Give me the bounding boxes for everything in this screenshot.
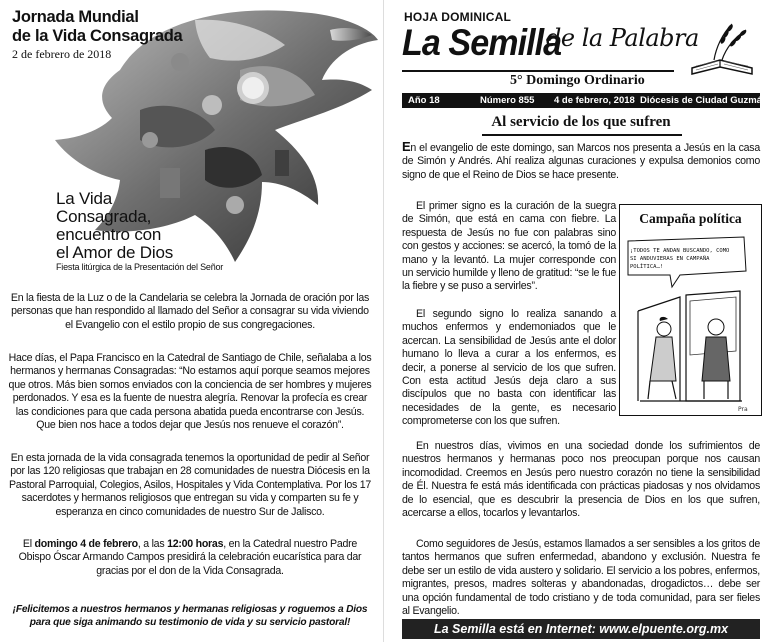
right-page bbox=[392, 0, 768, 642]
svg-text:Pra: Pra bbox=[738, 406, 748, 413]
p4-mid: , a las bbox=[137, 538, 168, 550]
dropcap: E bbox=[402, 139, 411, 154]
cartoon-box bbox=[619, 204, 762, 416]
right-paragraph-4: En nuestros días, vivimos en una sociedad donde los sufrimientos de nuestros hermanos y hermanas poco nos preocupan porque nos causan incomodidad. Creemos en Jesús pero nuestro corazón no tiene la sensibilidad de Él. Nuestra fe está más identificada con prácticas piadosas y nos olvidamos de lo esencial, que es descubrir la presencia de Dios en los que sufren, acercarse a ellos, tocarlos y levantarlos. bbox=[402, 440, 760, 520]
left-subtitle-small: Fiesta litúrgica de la Presentación del Señor bbox=[56, 262, 224, 272]
right-paragraph-1-text: n el evangelio de este domingo, san Marcos nos presenta a Jesús en la casa de Simón y Andrés. Ahí realiza algunas curaciones y expulsa demonios como signo de que el Reino de Dios se hace presente. bbox=[402, 142, 760, 181]
page-divider bbox=[383, 0, 384, 642]
left-page bbox=[0, 0, 380, 642]
issue-info-bar bbox=[402, 93, 768, 108]
left-title-line1: Jornada Mundial bbox=[12, 8, 139, 26]
left-subtitle bbox=[56, 190, 173, 262]
masthead-main: La Semilla bbox=[402, 22, 562, 63]
left-title bbox=[12, 8, 182, 46]
left-subtitle-line4: el Amor de Dios bbox=[56, 243, 173, 262]
hoja-dominical-label: HOJA DOMINICAL bbox=[404, 10, 512, 24]
issue-year: Año 18 bbox=[408, 95, 440, 106]
section-title: Al servicio de los que sufren bbox=[491, 114, 671, 130]
issue-number: Número 855 bbox=[480, 95, 535, 106]
cartoon-speech: ¡TODOS TE ANDAN BUSCANDO, COMO SI ANDUVIERAS EN CAMPAÑA POLÍTICA…! bbox=[630, 248, 730, 270]
domingo-label: 5° Domingo Ordinario bbox=[510, 73, 645, 88]
p4-bold-date: domingo 4 de febrero bbox=[34, 538, 138, 550]
left-subtitle-line1: La Vida bbox=[56, 189, 112, 208]
left-subtitle-line2: Consagrada, bbox=[56, 207, 152, 226]
issue-diocese: Diócesis de Ciudad Guzmán bbox=[640, 95, 768, 106]
website-footer: La Semilla está en Internet: www.elpuente.org.mx bbox=[402, 619, 760, 639]
left-paragraph-3: En esta jornada de la vida consagrada tenemos la oportunidad de pedir al Señor por las 120 religiosas que trabajan en 28 comunidades de nuestra Diócesis en la Pastoral Parroquial, Colegios, Asilos, Hospitales y Vida Contemplativa. Por los 17 sacerdotes y hermanos religiosos que entregan su vida y comparten su fe y esperanza en cinco comunidades de nuestro Sur de Jalisco. bbox=[8, 452, 372, 518]
right-paragraph-1 bbox=[402, 140, 760, 182]
left-paragraph-1: En la fiesta de la Luz o de la Candelaria se celebra la Jornada de oración por las personas que han respondido al llamado del Señor a consagrar su vida viviendo el Evangelio con el estilo propio de sus congregaciones. bbox=[10, 292, 370, 331]
right-paragraph-2: El primer signo es la curación de la suegra de Simón, que está en cama con fiebre. La respuesta de Jesús no fue con palabras sino con gestos y acciones: se acercó, la tomó de la mano y la levantó. La mujer corresponde con un servicio humilde y lleno de gratitud: “se le fue la fiebre y se puso a servirles”. bbox=[402, 200, 616, 293]
left-date: 2 de febrero de 2018 bbox=[12, 47, 112, 61]
cartoon-title: Campaña política bbox=[639, 211, 742, 226]
issue-date: 4 de febrero, 2018 bbox=[554, 95, 635, 106]
left-title-line2: de la Vida Consagrada bbox=[12, 27, 183, 45]
wheat-book-icon bbox=[684, 20, 760, 80]
p4-bold-time: 12:00 horas bbox=[167, 538, 224, 550]
masthead-rule bbox=[402, 70, 674, 72]
left-paragraph-4 bbox=[8, 538, 372, 578]
left-paragraph-2: Hace días, el Papa Francisco en la Catedral de Santiago de Chile, señalaba a los hermanos y hermanas Consagradas: “No estamos aquí porque seamos mejores que otros. Más bien somos enviados con la conciencia de ser hombres y mujeres perdonados. Y esa es la fuente de nuestra alegría. Renovar la profecía es crear las condiciones para que cada persona abatida pueda encontrarse con Jesús. Que bien nos hace a todos dejar que Jesús nos renueve el corazón”. bbox=[8, 352, 372, 432]
masthead-secondary: de la Palabra bbox=[546, 24, 699, 52]
section-title-rule bbox=[482, 134, 682, 136]
right-paragraph-5: Como seguidores de Jesús, estamos llamados a ser sensibles a los gritos de tantos hermanos que sufren enfermedad, abandono y exclusión. Nuestra fe debe ser un estilo de vida austero y solidario. El servicio a los pobres, enfermos, migrantes, presos, madres solteras y abandonadas, drogadictos… debe ser una opción fundamental de todo cristiano y de toda comunidad, para ser fieles al Evangelio. bbox=[402, 538, 760, 618]
left-footer: ¡Felicitemos a nuestros hermanos y hermanas religiosas y roguemos a Dios para que siga animando su testimonio de vida y su servicio pastoral! bbox=[12, 604, 368, 628]
right-paragraph-3: El segundo signo lo realiza sanando a muchos enfermos y endemoniados que le acercan. La sensibilidad de Jesús ante el dolor humano lo lleva a curar a los enfermos, es decir, a ponerse al servicio de los que sufren. Con esta actitud Jesús deja claro a sus discípulos que no basta con identificar las necesidades de la gente, es necesario comprometerse con los que sufren. bbox=[402, 308, 616, 428]
p4-pre: El bbox=[22, 538, 35, 550]
left-subtitle-line3: encuentro con bbox=[56, 225, 162, 244]
p4-post: , en la Catedral nuestro Padre Obispo Óscar Armando Campos presidirá la celebración eucarística para dar gracias por el don de la Vida Consagrada. bbox=[18, 538, 362, 577]
